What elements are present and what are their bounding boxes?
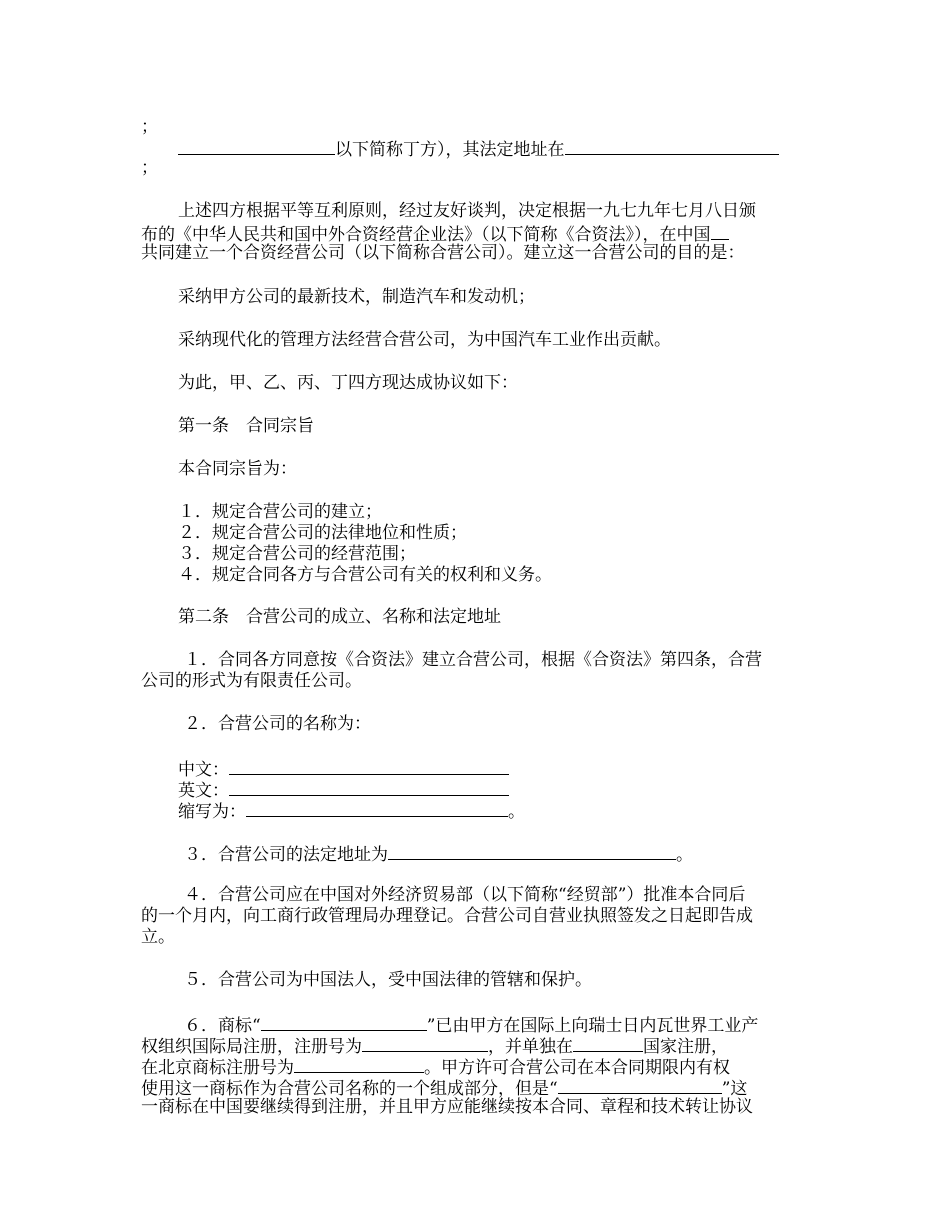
blank-field bbox=[388, 842, 676, 860]
semicolon-line: ； bbox=[141, 117, 158, 137]
name-zh-line: 中文： bbox=[178, 757, 509, 781]
blank-field bbox=[229, 778, 509, 796]
blank-field bbox=[558, 1076, 722, 1094]
paragraph-line: 上述四方根据平等互利原则，经过友好谈判，决定根据一九七九年七月八日颁 bbox=[178, 201, 756, 221]
trademark-line: 在北京商标注册号为 。甲方许可合营公司在本合同期限内有权 bbox=[141, 1055, 730, 1079]
paragraph-line: 采纳甲方公司的最新技术，制造汽车和发动机； bbox=[178, 287, 535, 307]
blank-field bbox=[362, 1034, 488, 1052]
name-en-line: 英文： bbox=[178, 778, 509, 802]
list-item: ４．规定合同各方与合营公司有关的权利和义务。 bbox=[178, 565, 552, 585]
paragraph-line: １．合同各方同意按《合资法》建立合营公司，根据《合资法》第四条，合营 bbox=[184, 650, 762, 670]
blank-field bbox=[565, 137, 779, 155]
paragraph-line: 共同建立一个合资经营公司（以下简称合营公司）。建立这一合营公司的目的是： bbox=[141, 243, 745, 263]
blank-field bbox=[711, 222, 729, 240]
article-heading: 第一条 合同宗旨 bbox=[178, 416, 314, 436]
name-abbr-line: 缩写为： 。 bbox=[178, 799, 525, 823]
paragraph-line: 为此，甲、乙、丙、丁四方现达成协议如下： bbox=[178, 373, 518, 393]
paragraph-line: 公司的形式为有限责任公司。 bbox=[141, 671, 362, 691]
trademark-line: 权组织国际局注册，注册号为 ，并单独在 国家注册， bbox=[141, 1034, 728, 1058]
trademark-line: 使用这一商标作为合营公司名称的一个组成部分，但是“ ”这 bbox=[141, 1076, 747, 1100]
paragraph-line: 一商标在中国要继续得到注册，并且甲方应能继续按本合同、章程和技术转让协议 bbox=[141, 1097, 753, 1117]
blank-field bbox=[246, 799, 508, 817]
list-item: １．规定合营公司的建立； bbox=[178, 502, 382, 522]
paragraph-line: ５．合营公司为中国法人，受中国法律的管辖和保护。 bbox=[184, 970, 592, 990]
paragraph-line: 采纳现代化的管理方法经营合营公司，为中国汽车工业作出贡献。 bbox=[178, 330, 671, 350]
paragraph-line: ４．合营公司应在中国对外经济贸易部（以下简称“经贸部”）批准本合同后 bbox=[184, 885, 746, 905]
paragraph-line: 立。 bbox=[141, 927, 175, 947]
article-heading: 第二条 合营公司的成立、名称和法定地址 bbox=[178, 607, 501, 627]
paragraph-line: 本合同宗旨为： bbox=[178, 459, 297, 479]
paragraph-line: 的一个月内，向工商行政管理局办理登记。合营公司自营业执照签发之日起即告成 bbox=[141, 906, 753, 926]
paragraph-line: ２．合营公司的名称为： bbox=[184, 714, 371, 734]
blank-field bbox=[294, 1055, 424, 1073]
blank-field bbox=[229, 757, 509, 775]
list-item: ２．规定合营公司的法律地位和性质； bbox=[178, 523, 467, 543]
trademark-line: ６．商标“ ”已由甲方在国际上向瑞士日内瓦世界工业产 bbox=[184, 1013, 758, 1037]
semicolon-line: ； bbox=[141, 158, 158, 178]
party-d-line: 以下简称丁方），其法定地址在 bbox=[178, 137, 779, 161]
blank-field bbox=[178, 137, 335, 155]
list-item: ３．规定合营公司的经营范围； bbox=[178, 544, 416, 564]
address-line: ３．合营公司的法定地址为 。 bbox=[184, 842, 693, 866]
blank-field bbox=[261, 1013, 427, 1031]
blank-field bbox=[573, 1034, 643, 1052]
paragraph-line: 布的《中华人民共和国中外合资经营企业法》（以下简称《合资法》），在中国 bbox=[141, 222, 729, 246]
